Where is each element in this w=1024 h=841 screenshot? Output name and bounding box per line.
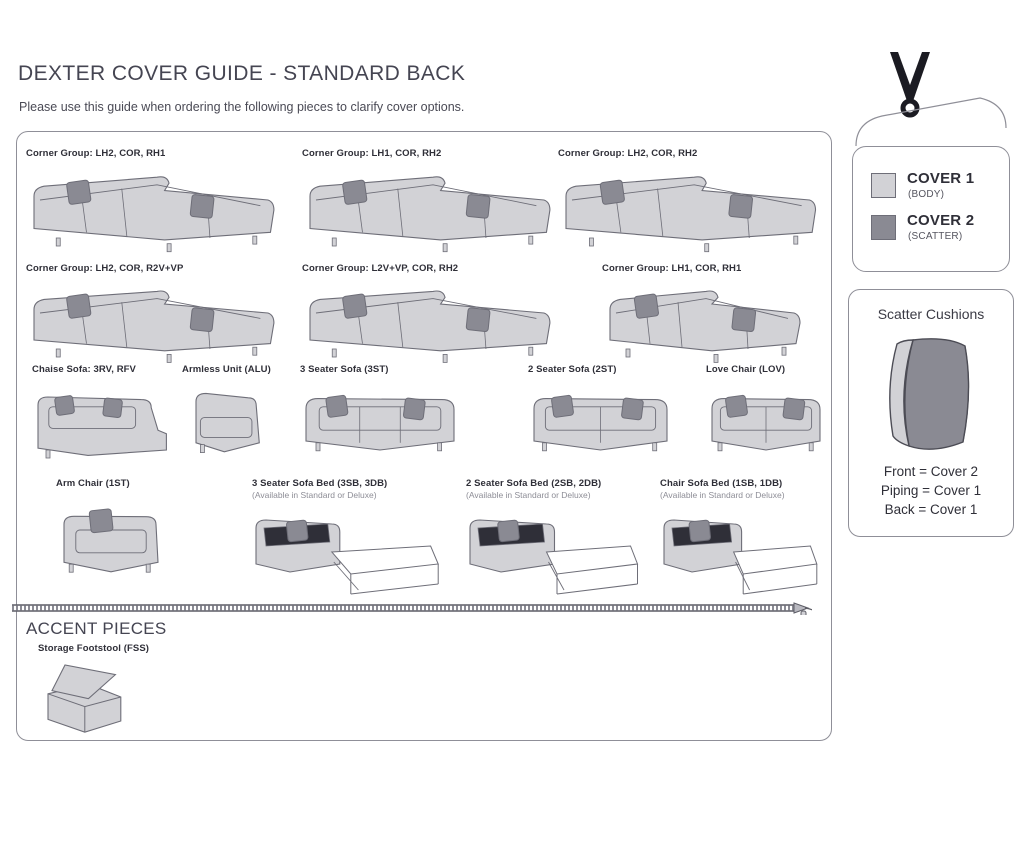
cover1-sub: (BODY) (908, 189, 945, 200)
product-illustration (38, 657, 128, 742)
product-illustration (660, 502, 820, 607)
accent-pieces-title: ACCENT PIECES (26, 619, 167, 638)
product-illustration (602, 277, 802, 372)
product-sublabel: (Available in Standard or Deluxe) (252, 490, 377, 500)
product-item (182, 364, 271, 375)
product-label: Storage Footstool (FSS) (38, 643, 150, 654)
zipper-divider (12, 601, 812, 615)
tag-hanger-icon (852, 52, 1010, 152)
product-item (528, 364, 617, 375)
product-sublabel: (Available in Standard or Deluxe) (466, 490, 591, 500)
cover2-sub: (SCATTER) (908, 231, 963, 242)
cover2-swatch (871, 215, 896, 240)
product-item (302, 148, 441, 159)
product-item (466, 478, 601, 500)
scatter-legend-line: Back = Cover 1 (884, 502, 978, 517)
cover-legend-card (852, 146, 1010, 272)
product-label: 2 Seater Sofa (2ST) (528, 364, 617, 375)
page-subtitle: Please use this guide when ordering the following pieces to clarify cover options. (19, 100, 465, 114)
product-illustration (252, 502, 442, 607)
product-label: Chaise Sofa: 3RV, RFV (32, 364, 136, 375)
product-label: Corner Group: LH1, COR, RH2 (302, 148, 442, 159)
product-item (558, 148, 697, 159)
scatter-cushion-illustration (883, 334, 983, 464)
product-item (26, 263, 183, 274)
product-item (302, 263, 458, 274)
product-illustration (302, 277, 554, 372)
product-illustration (26, 162, 278, 262)
scatter-legend-line: Front = Cover 2 (883, 464, 979, 479)
product-illustration (56, 492, 166, 592)
product-illustration (528, 378, 673, 473)
product-label: Corner Group: L2V+VP, COR, RH2 (302, 263, 459, 274)
scatter-cushions-card (848, 289, 1014, 537)
product-illustration (26, 277, 278, 372)
product-illustration (466, 502, 641, 607)
product-illustration (300, 378, 460, 473)
product-illustration (32, 378, 172, 473)
product-item (602, 263, 741, 274)
product-sublabel: (Available in Standard or Deluxe) (660, 490, 785, 500)
product-item (252, 478, 387, 500)
product-label: Chair Sofa Bed (1SB, 1DB) (660, 478, 783, 489)
product-illustration (182, 378, 274, 473)
product-item (32, 364, 136, 375)
cover1-swatch (871, 173, 896, 198)
product-illustration (706, 378, 826, 473)
product-item (660, 478, 785, 500)
product-label: Corner Group: LH2, COR, R2V+VP (26, 263, 184, 274)
product-item (38, 643, 149, 654)
product-label: Love Chair (LOV) (706, 364, 786, 375)
product-label: 3 Seater Sofa (3ST) (300, 364, 389, 375)
cover2-name: COVER 2 (907, 212, 975, 229)
product-label: Corner Group: LH2, COR, RH1 (26, 148, 166, 159)
scatter-legend-line: Piping = Cover 1 (880, 483, 982, 498)
scatter-cushions-title: Scatter Cushions (877, 306, 985, 322)
product-label: Corner Group: LH1, COR, RH1 (602, 263, 742, 274)
scatter-legend (849, 462, 1013, 519)
product-label: Armless Unit (ALU) (182, 364, 271, 375)
product-label: Arm Chair (1ST) (56, 478, 130, 489)
product-illustration (302, 162, 554, 262)
product-item (56, 478, 130, 489)
cover1-name: COVER 1 (907, 170, 975, 187)
product-item (26, 148, 165, 159)
product-item (300, 364, 389, 375)
product-label: 2 Seater Sofa Bed (2SB, 2DB) (466, 478, 602, 489)
page-title: DEXTER COVER GUIDE - STANDARD BACK (18, 62, 466, 85)
product-label: 3 Seater Sofa Bed (3SB, 3DB) (252, 478, 388, 489)
product-label: Corner Group: LH2, COR, RH2 (558, 148, 698, 159)
product-illustration (558, 162, 820, 262)
product-item (706, 364, 785, 375)
